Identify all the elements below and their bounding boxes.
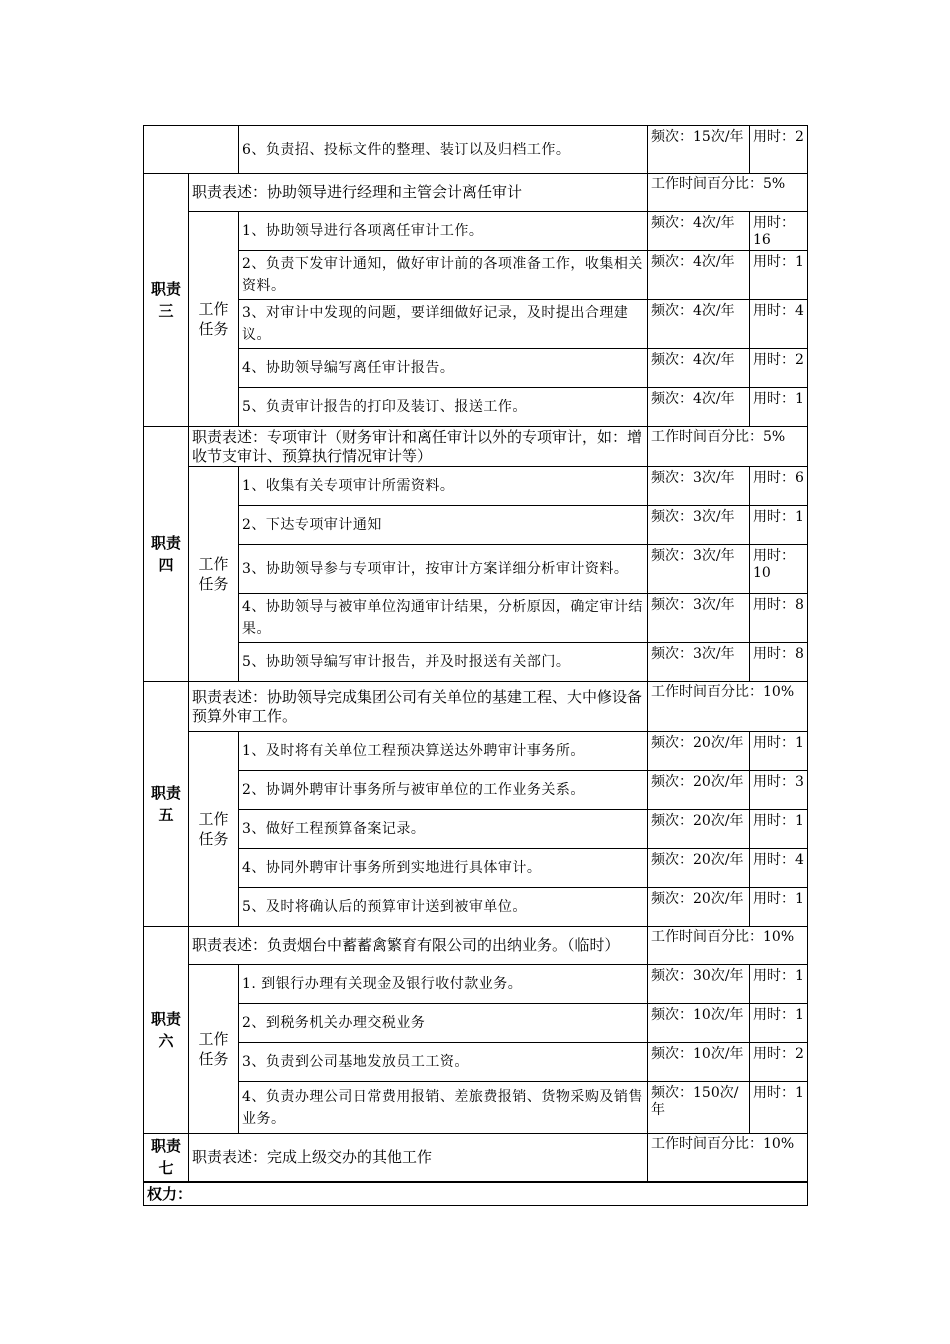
task-time: 用时：2: [750, 1043, 808, 1082]
task-time: 用时：1: [750, 888, 808, 927]
task-text: 4、协助领导与被审单位沟通审计结果，分析原因，确定审计结果。: [239, 594, 648, 643]
table-row: [144, 467, 808, 506]
task-frequency: 频次：3次/年: [648, 545, 750, 594]
task-frequency: 频次：20次/年: [648, 849, 750, 888]
duty-description-row: [144, 682, 808, 732]
task-frequency: 频次：20次/年: [648, 732, 750, 771]
task-frequency: 频次：10次/年: [648, 1004, 750, 1043]
task-text: 3、负责到公司基地发放员工工资。: [239, 1043, 648, 1082]
table-row: [144, 1043, 808, 1082]
duty-description-row: [144, 927, 808, 965]
task-frequency: 频次：20次/年: [648, 771, 750, 810]
task-time: 用时：6: [750, 467, 808, 506]
work-time-percentage: 工作时间百分比：5%: [648, 427, 808, 467]
task-time: 用时：1: [750, 965, 808, 1004]
task-frequency: 频次：3次/年: [648, 467, 750, 506]
task-text: 4、协助领导编写离任审计报告。: [239, 349, 648, 388]
task-text: 2、协调外聘审计事务所与被审单位的工作业务关系。: [239, 771, 648, 810]
task-time: 用时：1: [750, 1082, 808, 1134]
duty-description: 职责表述：负责烟台中蓄蓄禽繁育有限公司的出纳业务。（临时）: [189, 927, 648, 965]
task-time: 用时：1: [750, 732, 808, 771]
table-row: [144, 810, 808, 849]
table-row: [144, 732, 808, 771]
task-time: 用时：1: [750, 1004, 808, 1043]
task-text: 3、对审计中发现的问题，要详细做好记录，及时提出合理建议。: [239, 300, 648, 349]
task-text: 5、负责审计报告的打印及装订、报送工作。: [239, 388, 648, 427]
task-text: 1、收集有关专项审计所需资料。: [239, 467, 648, 506]
table-row: [144, 212, 808, 251]
table-row: [144, 771, 808, 810]
work-time-percentage: 工作时间百分比：10%: [648, 927, 808, 965]
task-frequency: 频次：3次/年: [648, 594, 750, 643]
table-row: [144, 545, 808, 594]
task-frequency: 频次：10次/年: [648, 1043, 750, 1082]
task-frequency: 频次：3次/年: [648, 643, 750, 682]
duty-description-row: [144, 427, 808, 467]
task-frequency: 频次：4次/年: [648, 349, 750, 388]
task-text: 2、下达专项审计通知: [239, 506, 648, 545]
duty-label: 职责五: [144, 682, 189, 927]
task-time: 用时：4: [750, 849, 808, 888]
duty-description-row: [144, 1134, 808, 1182]
task-text: 2、负责下发审计通知，做好审计前的各项准备工作，收集相关资料。: [239, 251, 648, 300]
duty-label: 职责七: [144, 1134, 189, 1182]
task-text: 5、协助领导编写审计报告，并及时报送有关部门。: [239, 643, 648, 682]
work-time-percentage: 工作时间百分比：10%: [648, 1134, 808, 1182]
work-task-label: 工作任务: [189, 212, 239, 427]
task-frequency: 频次：15次/年: [648, 126, 750, 174]
work-task-label: 工作任务: [189, 965, 239, 1134]
duty-label: 职责六: [144, 927, 189, 1134]
task-text: 3、做好工程预算备案记录。: [239, 810, 648, 849]
work-task-label: 工作任务: [189, 732, 239, 927]
duty-description: 职责表述：协助领导完成集团公司有关单位的基建工程、大中修设备预算外审工作。: [189, 682, 648, 732]
authority-label: 权力：: [144, 1182, 808, 1206]
task-frequency: 频次：150次/年: [648, 1082, 750, 1134]
task-text: 1、协助领导进行各项离任审计工作。: [239, 212, 648, 251]
task-frequency: 频次：30次/年: [648, 965, 750, 1004]
table-row: [144, 126, 808, 174]
table-row: [144, 300, 808, 349]
task-time: 用时：1: [750, 388, 808, 427]
job-duties-table: [143, 125, 808, 1206]
work-task-label: 工作任务: [189, 467, 239, 682]
task-time: 用时：10: [750, 545, 808, 594]
duty-description-row: [144, 174, 808, 212]
task-text: 6、负责招、投标文件的整理、装订以及归档工作。: [239, 126, 648, 174]
task-frequency: 频次：3次/年: [648, 506, 750, 545]
task-time: 用时：16: [750, 212, 808, 251]
task-frequency: 频次：4次/年: [648, 212, 750, 251]
duty-description: 职责表述：专项审计（财务审计和离任审计以外的专项审计，如：增收节支审计、预算执行情况审计等）: [189, 427, 648, 467]
task-time: 用时：1: [750, 251, 808, 300]
blank-cell: [144, 126, 239, 174]
table-row: [144, 594, 808, 643]
task-text: 4、协同外聘审计事务所到实地进行具体审计。: [239, 849, 648, 888]
table-row: [144, 965, 808, 1004]
task-text: 1、及时将有关单位工程预决算送达外聘审计事务所。: [239, 732, 648, 771]
task-frequency: 频次：20次/年: [648, 810, 750, 849]
task-frequency: 频次：4次/年: [648, 300, 750, 349]
table-row: [144, 251, 808, 300]
work-time-percentage: 工作时间百分比：10%: [648, 682, 808, 732]
table-row: [144, 388, 808, 427]
task-time: 用时：2: [750, 349, 808, 388]
task-time: 用时：1: [750, 810, 808, 849]
task-frequency: 频次：4次/年: [648, 251, 750, 300]
table-row: [144, 1004, 808, 1043]
duty-description: 职责表述：完成上级交办的其他工作: [189, 1134, 648, 1182]
task-frequency: 频次：20次/年: [648, 888, 750, 927]
task-frequency: 频次：4次/年: [648, 388, 750, 427]
table-row: [144, 506, 808, 545]
task-text: 5、及时将确认后的预算审计送到被审单位。: [239, 888, 648, 927]
task-time: 用时：3: [750, 771, 808, 810]
task-time: 用时：1: [750, 506, 808, 545]
duty-label: 职责三: [144, 174, 189, 427]
duty-description: 职责表述：协助领导进行经理和主管会计离任审计: [189, 174, 648, 212]
duty-label: 职责四: [144, 427, 189, 682]
work-time-percentage: 工作时间百分比：5%: [648, 174, 808, 212]
table-row: [144, 349, 808, 388]
task-text: 4、负责办理公司日常费用报销、差旅费报销、货物采购及销售业务。: [239, 1082, 648, 1134]
table-row: [144, 849, 808, 888]
authority-row: [144, 1182, 808, 1206]
table-row: [144, 643, 808, 682]
task-time: 用时：8: [750, 643, 808, 682]
task-time: 用时：8: [750, 594, 808, 643]
table-row: [144, 1082, 808, 1134]
table-row: [144, 888, 808, 927]
task-text: 2、到税务机关办理交税业务: [239, 1004, 648, 1043]
task-text: 1. 到银行办理有关现金及银行收付款业务。: [239, 965, 648, 1004]
task-time: 用时：2: [750, 126, 808, 174]
task-text: 3、协助领导参与专项审计，按审计方案详细分析审计资料。: [239, 545, 648, 594]
task-time: 用时：4: [750, 300, 808, 349]
